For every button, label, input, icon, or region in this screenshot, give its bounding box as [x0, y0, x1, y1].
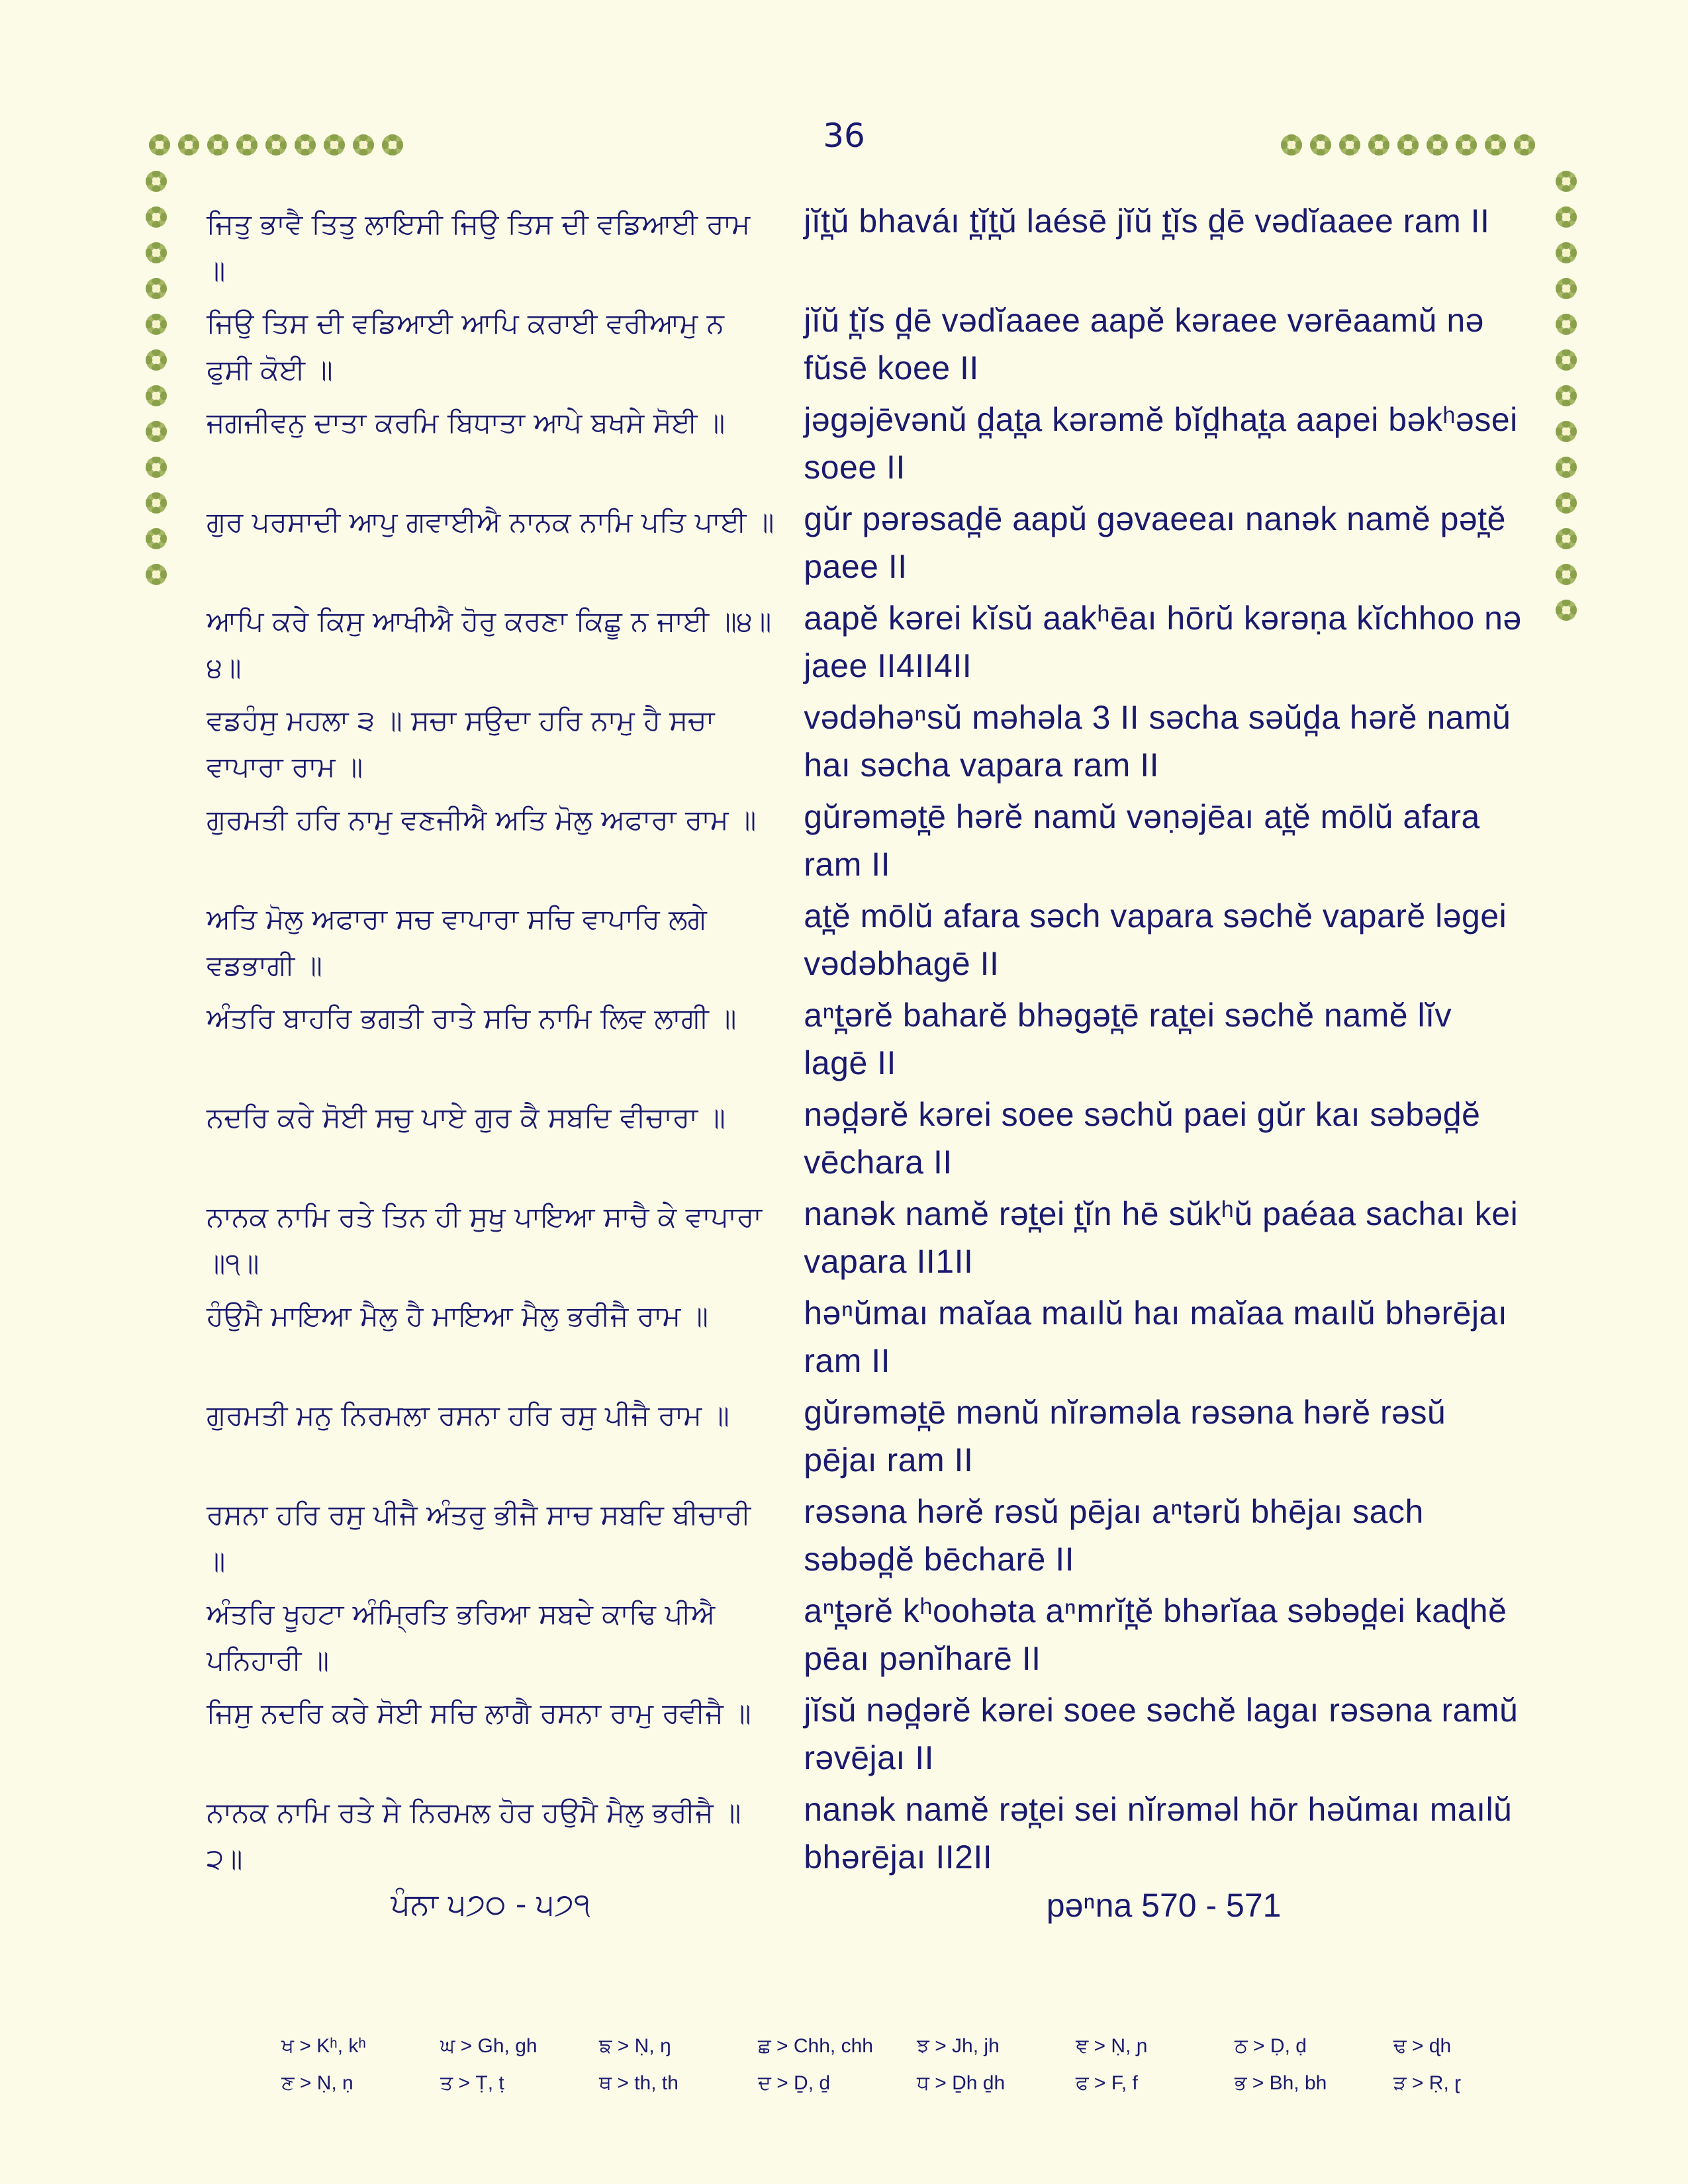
flower-ornament-icon — [353, 134, 374, 156]
flower-ornament-icon — [1368, 134, 1389, 156]
legend-entry: ਦ > Ḏ, ḏ — [758, 2072, 831, 2094]
flower-ornament-icon — [207, 134, 228, 156]
flower-ornament-icon — [178, 134, 199, 156]
verse-row — [207, 1289, 1524, 1388]
verse-row — [207, 594, 1524, 694]
flower-ornament-icon — [146, 492, 167, 514]
legend-entry: ਞ > Ṇ, ɲ — [1076, 2035, 1148, 2057]
gurmukhi-line: ਰਸਨਾ ਹਰਿ ਰਸੁ ਪੀਜੈ ਅੰਤਰੁ ਭੀਜੈ ਸਾਚ ਸਬਦਿ ਬੀਚਾਰੀ ॥ — [207, 1498, 751, 1577]
verse-row — [207, 1190, 1524, 1289]
flower-ornament-icon — [1339, 134, 1360, 156]
transliteration-line: nanək namĕ rət̪ei t̪ĭn hē sŭkʰŭ paéaa sachaı kei vapara II1II — [804, 1195, 1519, 1280]
verse-row — [207, 1786, 1524, 1885]
transliteration-line: jĭŭ t̪ĭs d̪ē vədĭaaee aapĕ kəraee vərēaamŭ nə fŭsē koee II — [804, 302, 1484, 387]
flower-ornament-icon — [146, 385, 167, 406]
transliteration-line: aⁿt̪ərĕ baharĕ bhəgət̪ē rat̪ei səchĕ namĕ lĭv lagē II — [804, 997, 1452, 1081]
gurmukhi-line: ਜਗਜੀਵਨੁ ਦਾਤਾ ਕਰਮਿ ਬਿਧਾਤਾ ਆਪੇ ਬਖਸੇ ਸੋਈ ॥ — [207, 406, 726, 439]
flower-ornament-icon — [146, 171, 167, 192]
flower-ornament-icon — [146, 278, 167, 299]
footer-gurmukhi-page-range: ਪੰਨਾ ੫੭੦ - ੫੭੧ — [391, 1886, 590, 1922]
gurmukhi-line: ਜਿਤੁ ਭਾਵੈ ਤਿਤੁ ਲਾਇਸੀ ਜਿਉ ਤਿਸ ਦੀ ਵਡਿਆਈ ਰਾਮ ॥ — [207, 208, 751, 287]
legend-entry: ਛ > Chh, chh — [758, 2035, 873, 2057]
gurmukhi-line: ਅਤਿ ਮੋਲੁ ਅਫਾਰਾ ਸਚ ਵਾਪਾਰਾ ਸਚਿ ਵਾਪਾਰਿ ਲਗੇ ਵਡਭਾਗੀ ॥ — [207, 903, 707, 981]
flower-ornament-icon — [146, 206, 167, 228]
verse-row — [207, 694, 1524, 793]
flower-ornament-icon — [265, 134, 287, 156]
flower-ornament-icon — [1556, 278, 1577, 299]
verse-row — [207, 396, 1524, 495]
gurmukhi-line: ਨਾਨਕ ਨਾਮਿ ਰਤੇ ਸੇ ਨਿਰਮਲ ਹੋਰ ਹਉਮੈ ਮੈਲੁ ਭਰੀਜੈ ॥੨॥ — [207, 1796, 741, 1875]
gurmukhi-line: ਗੁਰਮਤੀ ਮਨੁ ਨਿਰਮਲਾ ਰਸਨਾ ਹਰਿ ਰਸੁ ਪੀਜੈ ਰਾਮ ॥ — [207, 1399, 729, 1432]
flower-ornament-icon — [1556, 421, 1577, 442]
verse-row — [207, 495, 1524, 594]
flower-ornament-icon — [236, 134, 258, 156]
verse-row — [207, 1587, 1524, 1686]
gurmukhi-line: ਜਿਸੁ ਨਦਰਿ ਕਰੇ ਸੋਈ ਸਚਿ ਲਾਗੈ ਰਸਨਾ ਰਾਮੁ ਰਵੀਜੈ ॥ — [207, 1697, 751, 1729]
transliteration-line: jĭsŭ nəd̪ərĕ kərei soee səchĕ lagaı rəsəna ramŭ rəvējaı II — [804, 1692, 1519, 1776]
verse-row — [207, 1091, 1524, 1190]
top-right-ornament-row — [1281, 134, 1535, 161]
flower-ornament-icon — [1556, 171, 1577, 192]
legend-entry: ਥ > th, th — [599, 2072, 679, 2094]
flower-ornament-icon — [1485, 134, 1506, 156]
legend-entry: ਤ > Ṭ, ṭ — [440, 2072, 504, 2094]
flower-ornament-icon — [1310, 134, 1331, 156]
verse-row — [207, 1686, 1524, 1786]
legend-entry: ਖ > Kʰ, kʰ — [281, 2035, 366, 2057]
verse-row — [207, 892, 1524, 991]
verse-row — [207, 1388, 1524, 1488]
flower-ornament-icon — [1556, 492, 1577, 514]
transliteration-line: nanək namĕ rət̪ei sei nĭrəməl hōr həŭmaı maılŭ bhərējaı II2II — [804, 1791, 1513, 1876]
legend-entry: ਣ > Ṇ, ṇ — [281, 2072, 353, 2094]
flower-ornament-icon — [382, 134, 403, 156]
transliteration-line: gŭrəmət̪ē hərĕ namŭ vəṇəjēaı at̪ĕ mōlŭ afara ram II — [804, 798, 1480, 883]
page-number: 36 — [823, 116, 865, 155]
flower-ornament-icon — [1556, 385, 1577, 406]
gurmukhi-line: ਆਪਿ ਕਰੇ ਕਿਸੁ ਆਖੀਐ ਹੋਰੁ ਕਰਣਾ ਕਿਛੂ ਨ ਜਾਈ ॥੪॥੪॥ — [207, 605, 772, 684]
flower-ornament-icon — [149, 134, 170, 156]
legend-entry: ਭ > Bh, bh — [1235, 2072, 1327, 2094]
gurmukhi-line: ਹੰਉਮੈ ਮਾਇਆ ਮੈਲੁ ਹੈ ਮਾਇਆ ਮੈਲੁ ਭਰੀਜੈ ਰਾਮ ॥ — [207, 1300, 708, 1332]
transliteration-line: nəd̪ərĕ kərei soee səchŭ paei gŭr kaı səbəd̪ĕ vēchara II — [804, 1096, 1481, 1181]
legend-entry: ੜ > Ṛ, ɽ — [1393, 2072, 1462, 2094]
flower-ornament-icon — [1556, 206, 1577, 228]
flower-ornament-icon — [1281, 134, 1302, 156]
flower-ornament-icon — [1456, 134, 1477, 156]
right-ornament-column — [1556, 171, 1582, 621]
verse-row — [207, 991, 1524, 1091]
transliteration-line: at̪ĕ mōlŭ afara səch vapara səchĕ vaparĕ ləgei vədəbhagē II — [804, 897, 1507, 982]
page-footer — [207, 1886, 1524, 1925]
flower-ornament-icon — [146, 314, 167, 335]
verse-row — [207, 1488, 1524, 1587]
flower-ornament-icon — [1427, 134, 1448, 156]
transliteration-line: rəsəna hərĕ rəsŭ pējaı aⁿtərŭ bhējaı sach səbəd̪ĕ bēcharē II — [804, 1493, 1424, 1578]
legend-entry: ਠ > Ḍ, ḍ — [1235, 2035, 1307, 2057]
footer-translit-page-range: pəⁿna 570 - 571 — [1046, 1887, 1282, 1924]
gurmukhi-line: ਜਿਉ ਤਿਸ ਦੀ ਵਡਿਆਈ ਆਪਿ ਕਰਾਈ ਵਰੀਆਮੁ ਨ ਫੁਸੀ ਕੋਈ ॥ — [207, 307, 724, 386]
flower-ornament-icon — [146, 528, 167, 549]
flower-ornament-icon — [1556, 600, 1577, 621]
flower-ornament-icon — [1556, 314, 1577, 335]
legend-entry: ਙ > Ṇ, ŋ — [599, 2035, 671, 2057]
flower-ornament-icon — [1556, 528, 1577, 549]
transliteration-line: aapĕ kərei kĭsŭ aakʰēaı hōrŭ kərəṇa kĭchhoo nə jaee II4II4II — [804, 600, 1522, 684]
flower-ornament-icon — [1397, 134, 1419, 156]
flower-ornament-icon — [146, 242, 167, 263]
verse-table — [207, 197, 1524, 1885]
gurmukhi-line: ਗੁਰਮਤੀ ਹਰਿ ਨਾਮੁ ਵਣਜੀਐ ਅਤਿ ਮੋਲੁ ਅਫਾਰਾ ਰਾਮ ॥ — [207, 803, 757, 836]
flower-ornament-icon — [146, 457, 167, 478]
gurmukhi-line: ਗੁਰ ਪਰਸਾਦੀ ਆਪੁ ਗਵਾਈਐ ਨਾਨਕ ਨਾਮਿ ਪਤਿ ਪਾਈ ॥ — [207, 506, 774, 538]
legend-entry: ਢ > ɖh — [1393, 2035, 1452, 2057]
legend-entry: ਫ > F, f — [1076, 2072, 1138, 2094]
verse-row — [207, 793, 1524, 892]
gurmukhi-line: ਨਦਰਿ ਕਰੇ ਸੋਈ ਸਚੁ ਪਾਏ ਗੁਰ ਕੈ ਸਬਦਿ ਵੀਚਾਰਾ ॥ — [207, 1101, 726, 1134]
transliteration-line: həⁿŭmaı maĭaa maılŭ haı maĭaa maılŭ bhərējaı ram II — [804, 1295, 1508, 1379]
transliteration-line: jəgəjēvənŭ d̪at̪a kərəmĕ bĭd̪hat̪a aapei bəkʰəsei soee II — [804, 401, 1518, 486]
flower-ornament-icon — [146, 349, 167, 371]
transliteration-line: gŭr pərəsad̪ē aapŭ gəvaeeaı nanək namĕ pət̪ĕ paee II — [804, 500, 1506, 585]
gurmukhi-line: ਅੰਤਰਿ ਬਾਹਰਿ ਭਗਤੀ ਰਾਤੇ ਸਚਿ ਨਾਮਿ ਲਿਵ ਲਾਗੀ ॥ — [207, 1002, 737, 1034]
flower-ornament-icon — [295, 134, 316, 156]
verse-row — [207, 296, 1524, 396]
flower-ornament-icon — [146, 421, 167, 442]
flower-ornament-icon — [1556, 242, 1577, 263]
gurmukhi-line: ਵਡਹੰਸੁ ਮਹਲਾ ੩ ॥ ਸਚਾ ਸਉਦਾ ਹਰਿ ਨਾਮੁ ਹੈ ਸਚਾ ਵਾਪਾਰਾ ਰਾਮ ॥ — [207, 704, 715, 783]
flower-ornament-icon — [1556, 457, 1577, 478]
verse-row — [207, 197, 1524, 296]
transliteration-line: gŭrəmət̪ē mənŭ nĭrəməla rəsəna hərĕ rəsŭ pējaı ram II — [804, 1394, 1446, 1479]
legend-entry: ਧ > Ḏh ḏh — [917, 2072, 1006, 2094]
gurmukhi-line: ਨਾਨਕ ਨਾਮਿ ਰਤੇ ਤਿਨ ਹੀ ਸੁਖੁ ਪਾਇਆ ਸਾਚੈ ਕੇ ਵਾਪਾਰਾ ॥੧॥ — [207, 1201, 763, 1279]
transliteration-line: aⁿt̪ərĕ kʰoohəta aⁿmrĭt̪ĕ bhərĭaa səbəd̪ei kaɖhĕ pēaı pənĭharē II — [804, 1592, 1507, 1677]
left-ornament-column — [146, 171, 172, 585]
transliteration-line: vədəhəⁿsŭ məhəla 3 II səcha səŭd̪a hərĕ namŭ haı səcha vapara ram II — [804, 699, 1511, 784]
gurmukhi-line: ਅੰਤਰਿ ਖੂਹਟਾ ਅੰਮ੍ਰਿਤਿ ਭਰਿਆ ਸਬਦੇ ਕਾਢਿ ਪੀਐ ਪਨਿਹਾਰੀ ॥ — [207, 1598, 716, 1676]
flower-ornament-icon — [324, 134, 345, 156]
flower-ornament-icon — [1514, 134, 1535, 156]
flower-ornament-icon — [1556, 564, 1577, 585]
top-left-ornament-row — [149, 134, 403, 161]
flower-ornament-icon — [146, 564, 167, 585]
transliteration-line: jĭt̪ŭ bhaváı t̪ĭt̪ŭ laésē jĭŭ t̪ĭs d̪ē vədĭaaee ram II — [804, 203, 1490, 240]
flower-ornament-icon — [1556, 349, 1577, 371]
legend-entry: ਘ > Gh, gh — [440, 2035, 538, 2057]
legend-entry: ਝ > Jh, jh — [917, 2035, 1000, 2057]
transliteration-legend — [281, 2035, 1552, 2095]
